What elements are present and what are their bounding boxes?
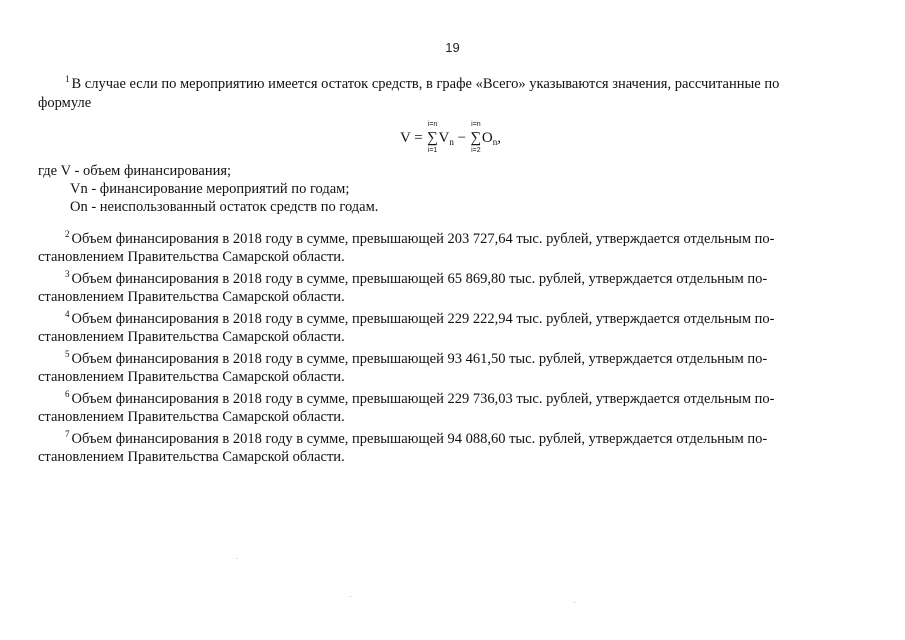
footnote-line-2: становлением Правительства Самарской области. (38, 448, 345, 465)
footnote-line-1: Объем финансирования в 2018 году в сумме, превышающей 65 869,80 тыс. рублей, утверждается отдельным по- (71, 271, 768, 287)
footnote-line-1: Объем финансирования в 2018 году в сумме, превышающей 203 727,64 тыс. рублей, утверждается отдельным по- (71, 231, 775, 247)
footnote-3 (38, 266, 858, 306)
sum-2-lower-limit: i=2 (471, 147, 481, 154)
formula-term-2: O (481, 130, 493, 146)
footnote-marker: 3 (65, 269, 70, 279)
sum-symbol-1: ∑ i=n i=1 (427, 130, 439, 147)
footnote-line-1: Объем финансирования в 2018 году в сумме, превышающей 94 088,60 тыс. рублей, утверждается отдельным по- (71, 431, 768, 447)
page-number: 19 (445, 40, 460, 55)
formula-term-1-subscript: n (449, 137, 454, 147)
footnote-2 (38, 226, 858, 266)
formula-tail: , (497, 130, 501, 146)
footnote-line-2: становлением Правительства Самарской области. (38, 328, 345, 345)
footnote-1-line-1: В случае если по мероприятию имеется остаток средств, в графе «Всего» указываются значения, рассчитанные по (71, 76, 780, 92)
scan-speck (236, 558, 237, 559)
definition-v: где V - объем финансирования; (38, 163, 232, 179)
sum-1-upper-limit: i=n (427, 121, 438, 128)
definition-on: On - неиспользованный остаток средств по годам. (70, 199, 379, 215)
footnote-marker: 1 (65, 74, 70, 84)
footnote-marker: 5 (65, 349, 70, 359)
footnote-marker: 2 (65, 229, 70, 239)
footnote-marker: 4 (65, 309, 70, 319)
scan-speck (350, 596, 351, 597)
footnote-5 (38, 346, 858, 386)
formula-definitions (38, 162, 638, 216)
scan-speck (574, 602, 575, 603)
formula-lhs: V = (400, 130, 423, 146)
footnote-line-2: становлением Правительства Самарской области. (38, 408, 345, 425)
sum-symbol-2: ∑ i=n i=2 (470, 130, 482, 147)
sum-1-lower-limit: i=1 (427, 147, 438, 154)
footnote-4 (38, 306, 858, 346)
formula-term-2-subscript: n (492, 137, 498, 147)
sum-2-upper-limit: i=n (471, 121, 481, 128)
financing-formula (400, 116, 540, 162)
footnote-line-2: становлением Правительства Самарской области. (38, 368, 345, 385)
footnote-line-2: становлением Правительства Самарской области. (38, 248, 345, 265)
definition-vn: Vn - финансирование мероприятий по годам; (70, 181, 350, 197)
formula-term-1: V (438, 130, 450, 146)
formula-minus: − (457, 130, 467, 146)
footnote-line-1: Объем финансирования в 2018 году в сумме, превышающей 93 461,50 тыс. рублей, утверждается отдельным по- (71, 351, 768, 367)
footnotes-list (38, 226, 858, 466)
footnote-line-1: Объем финансирования в 2018 году в сумме, превышающей 229 222,94 тыс. рублей, утверждается отдельным по- (71, 311, 775, 327)
footnote-1 (38, 70, 878, 113)
footnote-line-1: Объем финансирования в 2018 году в сумме, превышающей 229 736,03 тыс. рублей, утверждается отдельным по- (71, 391, 775, 407)
footnote-1-line-2: формуле (38, 95, 92, 111)
footnote-line-2: становлением Правительства Самарской области. (38, 288, 345, 305)
footnote-marker: 6 (65, 389, 70, 399)
footnote-6 (38, 386, 858, 426)
footnote-7 (38, 426, 858, 466)
footnote-marker: 7 (65, 429, 70, 439)
